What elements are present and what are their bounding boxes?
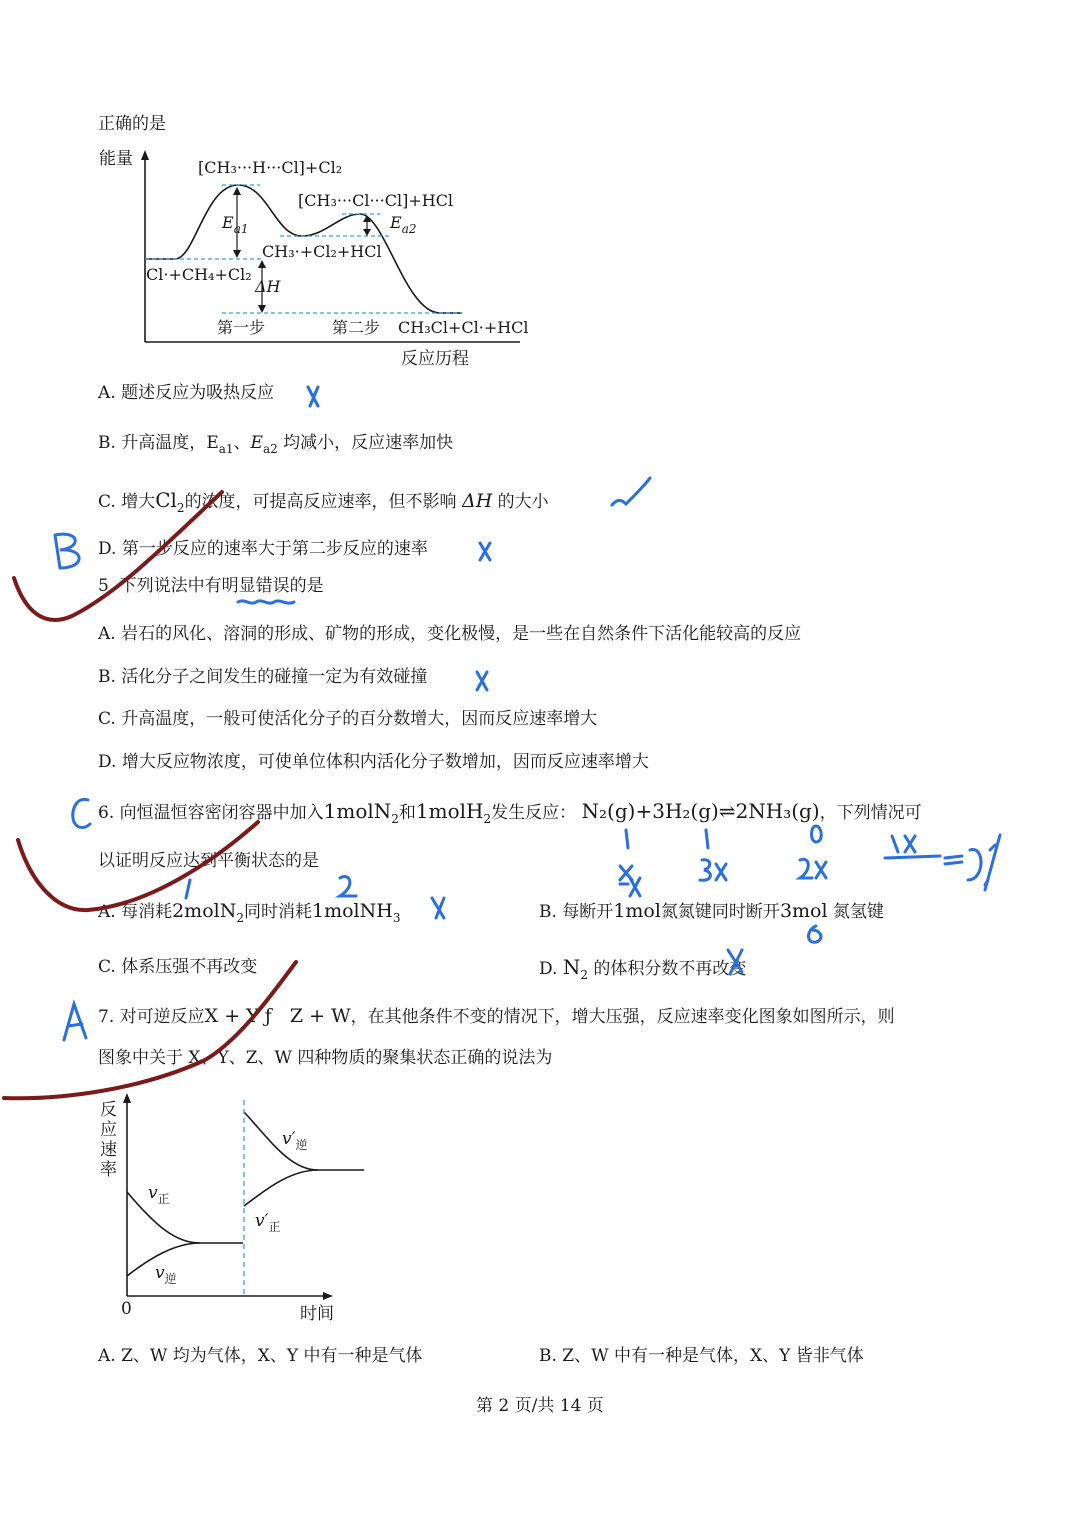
red-check-q7 — [4, 962, 296, 1098]
ice-n2-1mx — [620, 878, 640, 896]
energy-y-label: 能量 — [99, 149, 133, 169]
v-forward2-label: $v'_正$ — [255, 1211, 281, 1234]
q4-intro: 正确的是 — [98, 114, 166, 134]
q7-stem: 7. 对可逆反应X + Y ƒ Z + W，在其他条件不变的情况下，增大压强，反应速率变化图象如图所示，则 — [98, 1005, 895, 1027]
equals-sign — [945, 856, 962, 864]
cross-q6d — [728, 950, 742, 974]
q4-option-c: C. 增大$Cl_2$的浓度，可提高反应速率，但不影响 ΔH 的大小 — [98, 488, 549, 515]
rate-x-label: 时间 — [300, 1304, 334, 1324]
q4-option-b: B. 升高温度，$E_{a1}$、$E_{a2}$ 均减小，反应速率加快 — [98, 433, 454, 456]
q6-option-a: A. 每消耗2molN$_2$同时消耗1molNH$_3$ — [98, 900, 401, 925]
red-check-q6 — [18, 822, 258, 910]
answer-b-q4 — [55, 534, 79, 568]
q4-option-d: D. 第一步反应的速率大于第二步反应的速率 — [98, 539, 428, 559]
q6-stem-line2: 以证明反应达到平衡状态的是 — [98, 851, 319, 871]
digit-1-q6a — [186, 880, 190, 898]
ts2-label: [CH₃···Cl···Cl]+HCl — [298, 191, 454, 210]
q6-option-c: C. 体系压强不再改变 — [98, 957, 258, 977]
q5-option-d: D. 增大反应物浓度，可使单位体积内活化分子数增加，因而反应速率增大 — [98, 752, 649, 772]
answer-a-q7 — [64, 1004, 86, 1040]
ice-nh3-2 — [800, 859, 812, 878]
rate-origin-label: 0 — [121, 1299, 132, 1319]
q6-option-b: B. 每断开1mol氮氮键同时断开3mol 氮氢键 — [539, 900, 884, 922]
energy-x-label: 反应历程 — [401, 349, 469, 369]
q7-option-b: B. Z、W 中有一种是气体，X、Y 皆非气体 — [539, 1346, 864, 1366]
v-reverse-label: $v_逆$ — [155, 1263, 177, 1286]
reactant-label: Cl·+CH₄+Cl₂ — [146, 265, 252, 284]
cross-q4d — [480, 543, 490, 560]
underline-q5 — [238, 601, 294, 603]
rate-y-label: 反 应 速 率 — [100, 1100, 117, 1180]
q5-option-b: B. 活化分子之间发生的碰撞一定为有效碰撞 — [98, 667, 428, 687]
ice-nh3-x — [816, 862, 826, 878]
ts1-label: [CH₃···H···Cl]+Cl₂ — [198, 158, 343, 177]
cross-q5b — [477, 672, 487, 690]
digit-2-q6a — [340, 877, 356, 896]
dh-label: ΔH — [255, 277, 281, 296]
v-reverse2-label: $v'_逆$ — [282, 1129, 308, 1152]
page-footer: 第 2 页/共 14 页 — [476, 1396, 604, 1416]
ea1-label: $E_{a1}$ — [222, 213, 249, 236]
q6-option-d: D. $N_2$ 的体积分数不再改变 — [539, 955, 747, 982]
q7-option-a: A. Z、W 均为气体，X、Y 中有一种是气体 — [98, 1346, 423, 1366]
v-forward-label: $v_正$ — [148, 1183, 170, 1206]
fraction-num — [892, 836, 915, 852]
check-q4c — [612, 478, 650, 505]
ice-n2-1 — [626, 830, 628, 848]
fifty-percent — [968, 835, 1000, 890]
step1-label: 第一步 — [217, 318, 266, 337]
q7-stem-line2: 图象中关于 X、Y、Z、W 四种物质的聚集状态正确的说法为 — [98, 1048, 553, 1068]
ice-nh3-0 — [812, 826, 822, 842]
digit-6 — [809, 926, 821, 942]
q5-stem: 5. 下列说法中有明显错误的是 — [98, 576, 324, 596]
q5-option-c: C. 升高温度，一般可使活化分子的百分数增大，因而反应速率增大 — [98, 709, 598, 729]
ice-h2-x — [716, 864, 726, 880]
intermediate-label: CH₃·+Cl₂+HCl — [262, 242, 382, 261]
cross-q6a — [432, 898, 444, 918]
q6-stem: 6. 向恒温恒容密闭容器中加入1molN$_2$和1molH$_2$发生反应： N₂(g)+3H₂(g)⇌2NH₃(g)，下列情况可 — [98, 799, 922, 826]
q4-option-a: A. 题述反应为吸热反应 — [98, 383, 275, 403]
ice-h2-1 — [706, 830, 708, 848]
red-check-q4 — [14, 492, 222, 620]
q5-option-a: A. 岩石的风化、溶洞的形成、矿物的形成，变化极慢，是一些在自然条件下活化能较高的反应 — [98, 624, 802, 644]
fraction-bar — [885, 856, 940, 858]
ice-h2-3 — [700, 860, 710, 881]
ea2-label: $E_{a2}$ — [390, 213, 417, 236]
product-label: CH₃Cl+Cl·+HCl — [398, 318, 529, 337]
step2-label: 第二步 — [332, 318, 381, 337]
cross-q4a — [308, 387, 318, 406]
answer-c-q6 — [73, 799, 90, 827]
